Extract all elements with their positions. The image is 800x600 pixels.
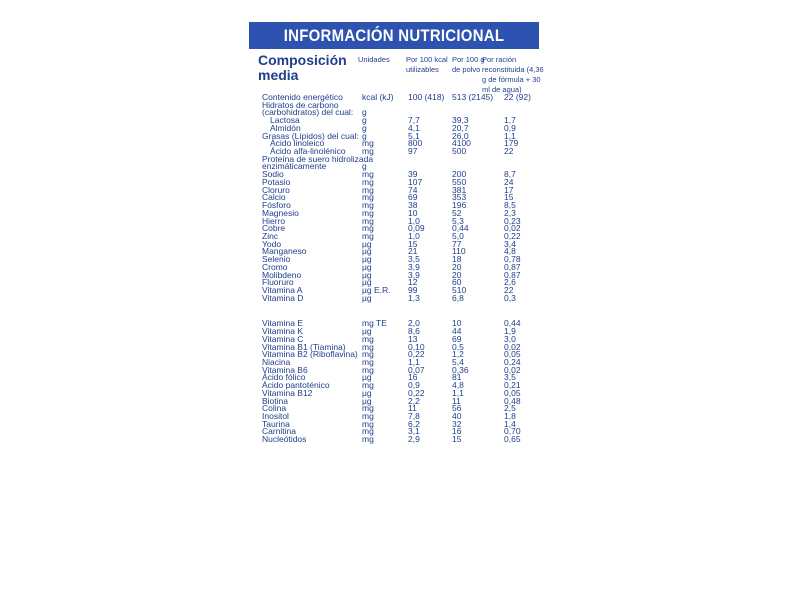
unit-cell: mg	[362, 341, 374, 352]
value-per100g: 550	[452, 176, 467, 187]
value-per100kcal: 0,09	[408, 223, 425, 234]
value-per100g: 0,44	[452, 223, 469, 234]
nutrient-name: Hierro	[262, 215, 286, 226]
unit-cell: mg TE	[362, 318, 387, 329]
value-per100kcal: 1,3	[408, 292, 420, 303]
table-row	[262, 248, 544, 256]
nutrient-name: Manganeso	[262, 246, 307, 257]
value-per100kcal: 8,6	[408, 326, 420, 337]
value-per-ration: 1,8	[504, 411, 516, 422]
nutrient-name: Sodio	[262, 169, 284, 180]
value-per-ration: 22	[504, 146, 514, 157]
unit-cell: g	[362, 161, 367, 172]
nutrient-name: Vitamina B6	[262, 364, 308, 375]
value-per100kcal: 10	[408, 207, 418, 218]
nutrient-name: Carnitina	[262, 426, 297, 437]
unit-cell: mg	[362, 411, 374, 422]
value-per100kcal: 0,22	[408, 387, 425, 398]
value-per-ration: 0,65	[504, 434, 521, 445]
unit-cell: mg	[362, 333, 374, 344]
unit-cell: µg	[362, 372, 372, 383]
value-per-ration: 0,70	[504, 426, 521, 437]
value-per-ration: 22	[504, 284, 514, 295]
unit-cell: µg	[362, 254, 372, 265]
value-per100kcal: 15	[408, 238, 418, 249]
nutrient-name: Vitamina B1 (Tiamina)	[262, 341, 346, 352]
value-per-ration: 0,05	[504, 387, 521, 398]
unit-cell: µg	[362, 395, 372, 406]
value-per100g: 40	[452, 411, 462, 422]
col-per100g: Por 100 g de polvo	[452, 55, 485, 74]
value-per100kcal: 1,0	[408, 215, 420, 226]
value-per100g: 196	[452, 200, 467, 211]
unit-cell: mg	[362, 403, 374, 414]
value-per-ration: 3,0	[504, 333, 516, 344]
nutrient-name: Molibdeno	[262, 269, 302, 280]
nutrient-name: Selenio	[262, 254, 291, 265]
unit-cell: µg	[362, 387, 372, 398]
value-per-ration: 24	[504, 176, 514, 187]
nutrient-name: Inositol	[262, 411, 289, 422]
value-per100g: 110	[452, 246, 466, 257]
value-per-ration: 2,3	[504, 207, 516, 218]
value-per-ration: 0,21	[504, 380, 521, 391]
value-per100kcal: 69	[408, 192, 418, 203]
table-row	[262, 405, 544, 413]
unit-cell: mg	[362, 146, 374, 157]
value-per-ration: 0,02	[504, 364, 521, 375]
nutrient-name: Fluoruro	[262, 277, 294, 288]
value-per100g: 39,3	[452, 115, 469, 126]
nutrient-name: Taurina	[262, 418, 290, 429]
value-per-ration: 8,7	[504, 169, 516, 180]
table-row	[262, 225, 544, 233]
nutrient-name: Niacina	[262, 357, 291, 367]
unit-cell: mg	[362, 138, 374, 149]
value-per100g: 5,4	[452, 357, 464, 367]
col-per100kcal: Por 100 kcal utilizables	[406, 55, 448, 74]
value-per-ration: 1,9	[504, 326, 516, 337]
nutrient-name: Fósforo	[262, 200, 291, 211]
value-per-ration: 0,48	[504, 395, 521, 406]
value-per100g: 26,0	[452, 130, 469, 141]
page-title: INFORMACIÓN NUTRICIONAL	[266, 22, 521, 49]
value-per100g: 0,36	[452, 364, 469, 375]
unit-cell: mg	[362, 215, 374, 226]
nutrient-name: Vitamina E	[262, 318, 303, 329]
unit-cell: µg	[362, 238, 372, 249]
table-row	[262, 230, 544, 241]
table-row	[262, 284, 544, 295]
value-per-ration: 0,02	[504, 223, 521, 234]
unit-cell: µg	[362, 261, 372, 272]
nutrient-name: Nucleótidos	[262, 434, 307, 445]
value-per100g: 20	[452, 261, 462, 272]
nutrient-name: Vitamina A	[262, 284, 303, 295]
value-per100g: 4,8	[452, 380, 464, 391]
unit-cell: mg	[362, 184, 374, 195]
unit-cell: mg	[362, 207, 374, 218]
value-per-ration: 3,5	[504, 372, 516, 383]
col-per-ration: Por ración reconstituida (4,36 g de fórmula + 30 ml de agua)	[482, 55, 544, 94]
table-row	[262, 320, 544, 328]
unit-cell: µg	[362, 269, 372, 280]
value-per100g: 18	[452, 254, 462, 265]
value-per100kcal: 7,8	[408, 411, 420, 422]
nutrient-name: Hidratos de carbono	[262, 99, 339, 110]
table-row	[262, 261, 544, 272]
nutrient-name: Ácido alfa-linolénico	[270, 146, 346, 157]
value-per100g: 353	[452, 192, 467, 203]
col-units: Unidades	[358, 55, 390, 64]
unit-cell: mg	[362, 364, 374, 375]
value-per100g: 381	[452, 184, 467, 195]
value-per100kcal: 800	[408, 138, 423, 149]
value-per-ration: 0,02	[504, 341, 521, 352]
nutrient-name: Cloruro	[262, 184, 290, 195]
value-per100g: 513 (2145)	[452, 92, 494, 102]
unit-cell: mg	[362, 192, 374, 203]
table-row	[262, 413, 544, 421]
value-per100kcal: 2,2	[408, 395, 420, 406]
value-per-ration: 179	[504, 138, 519, 149]
value-per100kcal: 100 (418)	[408, 92, 445, 102]
value-per100g: 77	[452, 238, 462, 249]
unit-cell: µg E.R.	[362, 284, 391, 295]
table-row	[262, 395, 544, 406]
value-per-ration: 0,23	[504, 215, 521, 226]
unit-cell: kcal (kJ)	[362, 92, 394, 102]
value-per100kcal: 6,2	[408, 418, 420, 429]
value-per-ration: 0,24	[504, 357, 521, 367]
value-per100g: 200	[452, 169, 467, 180]
table-row	[262, 171, 544, 179]
value-per100g: 10	[452, 318, 462, 329]
value-per100kcal: 97	[408, 146, 418, 157]
unit-cell: g	[362, 107, 367, 118]
value-per100kcal: 11	[408, 403, 417, 414]
value-per100kcal: 0,10	[408, 341, 425, 352]
unit-cell: mg	[362, 349, 374, 360]
nutrient-name: Yodo	[262, 238, 282, 249]
value-per-ration: 3,4	[504, 238, 516, 249]
value-per100kcal: 99	[408, 284, 418, 295]
table-row	[262, 351, 544, 359]
table-row	[262, 279, 544, 287]
nutrition-table	[262, 94, 544, 444]
value-per100g: 5,0	[452, 230, 464, 241]
nutrient-name: Ácido fólico	[262, 372, 306, 383]
unit-cell: µg	[362, 326, 372, 337]
table-row	[262, 215, 544, 226]
value-per100g: 4100	[452, 138, 471, 149]
value-per100g: 16	[452, 426, 462, 437]
value-per-ration: 0,87	[504, 261, 521, 272]
section-gap	[262, 302, 544, 320]
composition-heading: Composición media	[258, 52, 347, 83]
value-per100g: 56	[452, 403, 462, 414]
unit-cell: mg	[362, 169, 374, 180]
value-per-ration: 0,44	[504, 318, 521, 329]
table-row	[262, 256, 544, 264]
table-row	[262, 194, 544, 202]
value-per-ration: 1,1	[504, 130, 516, 141]
nutrient-name: Zinc	[262, 230, 279, 241]
table-row	[262, 387, 544, 398]
unit-cell: mg	[362, 357, 374, 367]
value-per100g: 0,5	[452, 341, 464, 352]
value-per-ration: 8,5	[504, 200, 516, 211]
unit-cell: mg	[362, 176, 374, 187]
nutrient-name: Cobre	[262, 223, 286, 234]
table-row	[262, 418, 544, 429]
table-row	[262, 117, 544, 125]
unit-cell: µg	[362, 277, 372, 288]
nutrient-name: Colina	[262, 403, 287, 414]
table-row	[262, 207, 544, 218]
value-per-ration: 1,7	[504, 115, 516, 126]
unit-cell: mg	[362, 426, 374, 437]
value-per-ration: 15	[504, 192, 514, 203]
nutrient-name: enzimáticamente	[262, 161, 327, 172]
nutrient-name: Vitamina B2 (Riboflavina)	[262, 349, 358, 360]
value-per100kcal: 3,9	[408, 269, 420, 280]
value-per100kcal: 38	[408, 200, 418, 211]
table-row	[262, 436, 544, 444]
value-per-ration: 0,3	[504, 292, 516, 303]
table-row	[262, 109, 544, 117]
value-per100kcal: 0,9	[408, 380, 420, 391]
nutrient-name: Cromo	[262, 261, 288, 272]
value-per100g: 44	[452, 326, 462, 337]
value-per100kcal: 4,1	[408, 122, 420, 133]
value-per100kcal: 13	[408, 333, 418, 344]
value-per100kcal: 107	[408, 176, 423, 187]
value-per100kcal: 3,9	[408, 261, 420, 272]
value-per100kcal: 1,1	[408, 357, 420, 367]
nutrient-name: Grasas (Lípidos) del cual:	[262, 130, 359, 141]
table-row	[262, 269, 544, 280]
value-per100g: 20	[452, 269, 462, 280]
unit-cell: g	[362, 130, 367, 141]
nutrient-name: Proteína de suero hidrolizada	[262, 153, 374, 164]
value-per-ration: 2,6	[504, 277, 516, 288]
value-per-ration: 0,87	[504, 269, 521, 280]
value-per-ration: 0,9	[504, 122, 516, 133]
value-per100g: 60	[452, 277, 462, 288]
unit-cell: g	[362, 115, 367, 126]
value-per100kcal: 5,1	[408, 130, 420, 141]
value-per100g: 1,1	[452, 387, 464, 398]
value-per-ration: 1,4	[504, 418, 516, 429]
nutrient-name: Vitamina B12	[262, 387, 313, 398]
value-per-ration: 22 (92)	[504, 92, 531, 102]
value-per100kcal: 39	[408, 169, 418, 180]
unit-cell: mg	[362, 434, 374, 445]
value-per100g: 500	[452, 146, 467, 157]
nutrient-name: Vitamina K	[262, 326, 303, 337]
value-per100g: 81	[452, 372, 462, 383]
value-per100g: 1,2	[452, 349, 464, 360]
nutrient-name: Magnesio	[262, 207, 299, 218]
unit-cell: mg	[362, 223, 374, 234]
value-per100kcal: 7,7	[408, 115, 420, 126]
table-row	[262, 176, 544, 187]
value-per100kcal: 2,9	[408, 434, 420, 445]
value-per-ration: 2,5	[504, 403, 516, 414]
value-per100g: 32	[452, 418, 462, 429]
table-row	[262, 202, 544, 210]
unit-cell: mg	[362, 200, 374, 211]
unit-cell: mg	[362, 418, 374, 429]
unit-cell: mg	[362, 380, 374, 391]
table-row	[262, 328, 544, 336]
value-per-ration: 0,22	[504, 230, 521, 241]
value-per100kcal: 16	[408, 372, 418, 383]
value-per100g: 52	[452, 207, 462, 218]
nutrient-name: Almidón	[270, 122, 301, 133]
value-per100g: 6,8	[452, 292, 464, 303]
nutrient-name: Potasio	[262, 176, 291, 187]
value-per100kcal: 74	[408, 184, 418, 195]
value-per100g: 11	[452, 395, 461, 406]
nutrient-name: Vitamina D	[262, 292, 304, 303]
unit-cell: µg	[362, 246, 372, 257]
value-per-ration: 0,78	[504, 254, 521, 265]
nutrient-name: Ácido linoleico	[270, 138, 325, 149]
value-per-ration: 4,8	[504, 246, 516, 257]
value-per100g: 69	[452, 333, 462, 344]
value-per100kcal: 1,0	[408, 230, 420, 241]
unit-cell: µg	[362, 292, 372, 303]
value-per100kcal: 3,5	[408, 254, 420, 265]
value-per100kcal: 21	[408, 246, 418, 257]
nutrient-name: Lactosa	[270, 115, 300, 126]
value-per100g: 20,7	[452, 122, 469, 133]
value-per100kcal: 0,22	[408, 349, 425, 360]
value-per-ration: 0,05	[504, 349, 521, 360]
unit-cell: mg	[362, 230, 374, 241]
table-row	[262, 163, 544, 171]
nutrient-name: Contenido energético	[262, 92, 343, 102]
unit-cell: g	[362, 122, 367, 133]
nutrient-name: (carbohidratos) del cual:	[262, 107, 354, 118]
table-row	[262, 292, 544, 303]
table-row	[262, 184, 544, 195]
nutrient-name: Vitamina C	[262, 333, 304, 344]
value-per100kcal: 12	[408, 277, 418, 288]
nutrient-name: Calcio	[262, 192, 286, 203]
nutrient-name: Biotina	[262, 395, 288, 406]
value-per100g: 510	[452, 284, 467, 295]
value-per100kcal: 2,0	[408, 318, 420, 329]
nutrient-name: Ácido pantoténico	[262, 380, 330, 391]
value-per100g: 5,3	[452, 215, 464, 226]
value-per100kcal: 0,07	[408, 364, 425, 375]
value-per-ration: 17	[504, 184, 514, 195]
value-per100kcal: 3,1	[408, 426, 420, 437]
value-per100g: 15	[452, 434, 462, 445]
